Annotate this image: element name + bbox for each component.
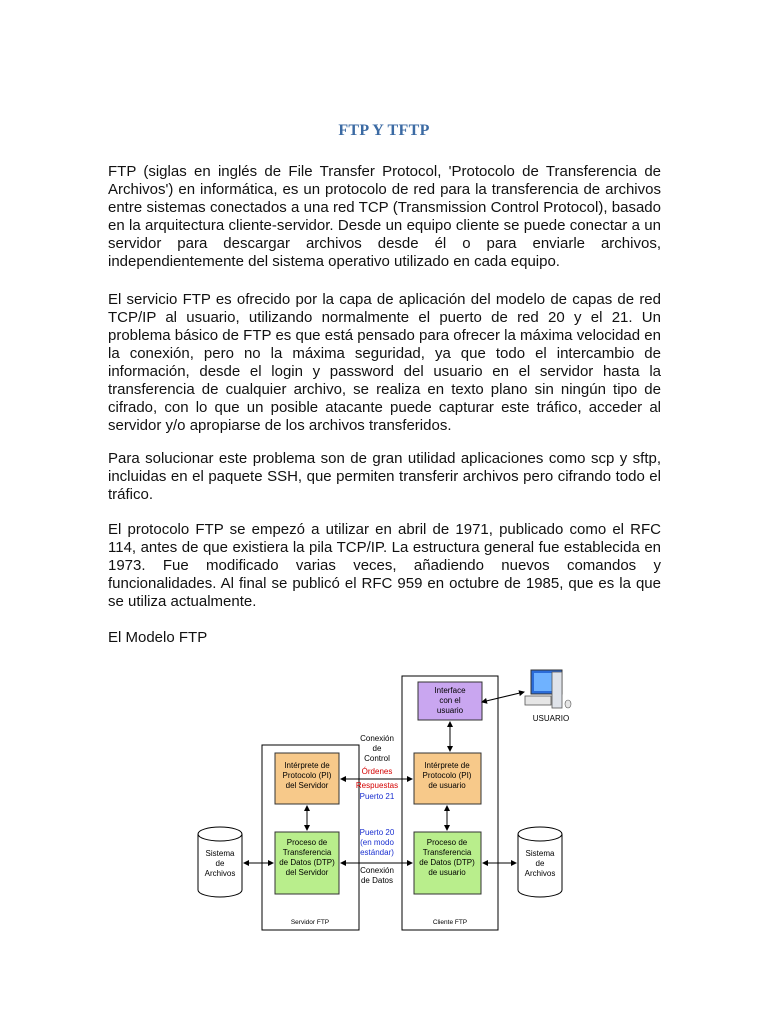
interface-label-line2: con el [439,696,461,705]
client-dtp-label-line3: de Datos (DTP) [419,858,475,867]
usuario-label: USUARIO [532,714,570,723]
client-ftp-label: Cliente FTP [432,919,468,926]
control-label-line3: Control [364,754,390,763]
server-dtp-label-line2: Transferencia [282,848,332,857]
datos-label-line2: de Datos [360,876,394,885]
right-storage-label-line1: Sistema [525,849,555,858]
client-pi-label-line2: Protocolo (PI) [422,771,472,780]
client-dtp-label-line1: Proceso de [426,838,468,847]
left-storage-label-line2: de [215,859,225,868]
respuestas-label: Respuestas [355,781,399,790]
paragraph-ftp-service: El servicio FTP es ofrecido por la capa de aplicación del modelo de capas de red TCP/IP al usuario, utilizando normalmente el puerto de red 20 y el 21. Un problema básico de FTP es que está pensado para ofrecer la máxima velocidad en la conexión, pero no la máxima seguridad, ya que todo el intercambio de información, desde el login y password del usuario en el servidor hasta la transferencia de cualquier archivo, se realiza en texto plano sin ningún tipo de cifrado, con lo que un posible atacante puede capturar este tráfico, acceder al servidor y/o apropiarse de los archivos transferidos. [108,291,661,434]
client-dtp-label-line4: de usuario [428,868,466,877]
left-storage-label-line3: Archivos [204,869,236,878]
left-storage-label-line1: Sistema [205,849,235,858]
ftp-model-diagram [176,662,594,934]
control-label-line2: de [372,744,382,753]
interface-label-line1: Interface [434,686,466,695]
client-dtp-label-line2: Transferencia [422,848,472,857]
right-storage-label-line2: de [535,859,545,868]
paragraph-ftp-definition: FTP (siglas en inglés de File Transfer Protocol, 'Protocolo de Transferencia de Archivos') en informática, es un protocolo de red para la transferencia de archivos entre sistemas conectados a una red TCP (Transmission Control Protocol), basado en la arquitectura cliente-servidor. Desde un equipo cliente se puede conectar a un servidor para descargar archivos desde él o para enviarle archivos, independientemente del sistema operativo utilizado en cada equipo. [108,163,661,270]
paragraph-ftp-model-heading: El Modelo FTP [108,629,208,646]
server-dtp-label-line1: Proceso de [286,838,328,847]
server-pi-label-line1: Intérprete de [284,761,330,770]
client-pi-label-line1: Intérprete de [424,761,470,770]
datos-label-line1: Conexión [360,866,394,875]
server-pi-label-line3: del Servidor [285,781,329,790]
computer-icon [525,670,571,708]
document-title: FTP Y TFTP [338,122,430,139]
right-storage-label-line3: Archivos [524,869,556,878]
server-dtp-label-line4: del Servidor [285,868,329,877]
puerto20-label-line2: (en modo [360,838,394,847]
interface-label-line3: usuario [436,706,464,715]
ordenes-label: Órdenes [361,767,393,776]
server-dtp-label-line3: de Datos (DTP) [279,858,335,867]
control-label-line1: Conexión [360,734,394,743]
server-ftp-label: Servidor FTP [290,919,330,926]
puerto20-label-line3: estándar) [360,848,394,857]
paragraph-ftp-history: El protocolo FTP se empezó a utilizar en abril de 1971, publicado como el RFC 114, antes de que existiera la pila TCP/IP. La estructura general fue establecida en 1973. Fue modificado varias veces, añadiendo nuevos comandos y funcionalidades. Al final se publicó el RFC 959 en octubre de 1985, que es la que se utiliza actualmente. [108,521,661,610]
paragraph-ssh-solution: Para solucionar este problema son de gran utilidad aplicaciones como scp y sftp, incluidas en el paquete SSH, que permiten transferir archivos pero cifrando todo el tráfico. [108,450,661,503]
server-pi-label-line2: Protocolo (PI) [282,771,332,780]
puerto20-label-line1: Puerto 20 [359,828,395,837]
client-pi-label-line3: de usuario [428,781,466,790]
puerto21-label: Puerto 21 [359,792,395,801]
interface-user-arrow [482,692,524,702]
